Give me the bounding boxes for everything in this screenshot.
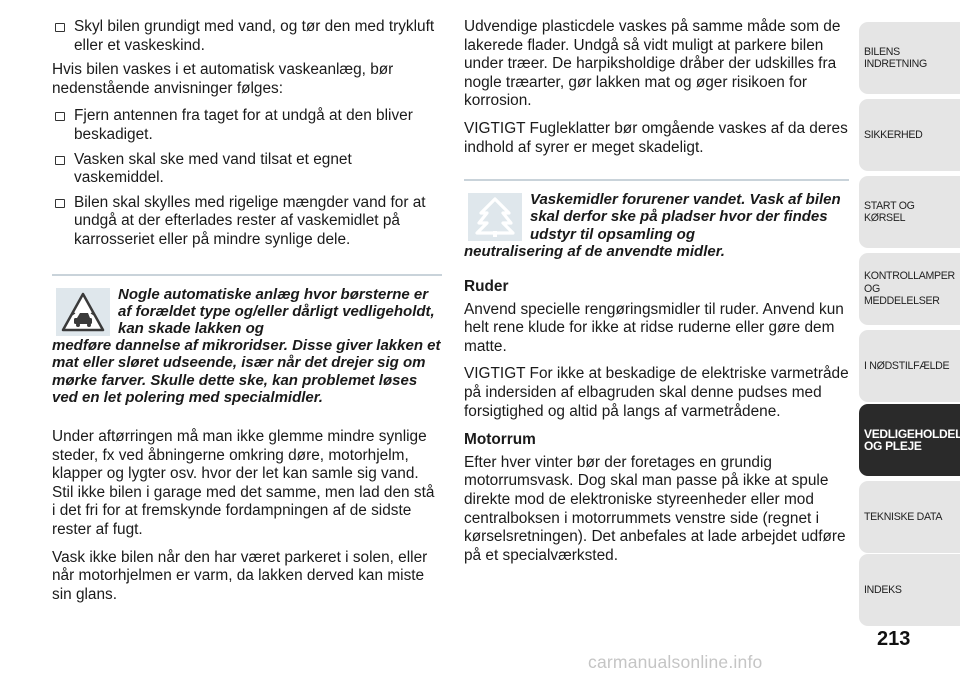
bullet-text: Bilen skal skylles med rigelige mængder vand for at undgå at der efterlades rester af vaskemidlet på karrosseriet eller på mindre synlige dele. <box>74 193 426 248</box>
checkbox-bullet-icon <box>55 112 65 121</box>
tree-environment-icon <box>468 193 522 241</box>
bullet-item <box>52 18 442 55</box>
tab-label: SIKKERHED <box>864 128 923 141</box>
bullet-text: Skyl bilen grundigt med vand, og tør den med trykluft eller et vaskeskind. <box>74 18 435 54</box>
bullet-item <box>52 107 442 144</box>
page-number: 213 <box>877 628 911 650</box>
paragraph: VIGTIGT For ikke at beskadige de elektriske varmetråde på indersiden af elbagruden skal denne pudses med forsigtighed og altid på langs af varmetrådene. <box>464 365 849 420</box>
bullet-text: Fjern antennen fra taget for at undgå at den bliver beskadiget. <box>74 107 413 143</box>
car-wash-warning-icon <box>56 288 110 336</box>
warning-box <box>52 274 442 406</box>
environment-text-indented: Vaskemidler forurener vandet. Vask af bilen skal derfor ske på pladser hvor der findes udstyr til opsamling og <box>530 191 841 243</box>
paragraph: VIGTIGT Fugleklatter bør omgående vaskes af da deres indhold af syrer er meget skadeligt. <box>464 119 848 156</box>
tab-bilens-indretning[interactable] <box>859 22 960 94</box>
warning-text-indented: Nogle automatiske anlæg hvor børsterne er af forældet type og/eller dårligt vedligeholdt, kan skade lakken og <box>118 285 435 337</box>
right-column <box>464 18 849 574</box>
tab-label: START OG KØRSEL <box>864 199 915 224</box>
section-heading-motorrum: Motorrum <box>464 431 536 449</box>
environment-note-box <box>464 179 849 260</box>
watermark: carmanualsonline.info <box>588 652 763 672</box>
paragraph: Efter hver vinter bør der foretages en grundig motorrumsvask. Dog skal man passe på ikke at spule direkte mod de elektroniske styreenheder eller mod centralboksen i motorrummets venstre side (regnet i kørselsretningen). Det anbefales at lade arbejdet udføre på et specialværksted. <box>464 453 846 564</box>
tab-i-nodstilfaelde[interactable] <box>859 330 960 402</box>
checkbox-bullet-icon <box>55 199 65 208</box>
checkbox-bullet-icon <box>55 156 65 165</box>
warning-text-continued: medføre dannelse af mikroridser. Disse giver lakken et mat eller sløret udseende, især når det drejer sig om mørke farver. Skulle dette ske, kan problemet løses ved en let polering med specialmidler. <box>52 337 441 406</box>
tab-label: BILENS INDRETNING <box>864 45 927 70</box>
bullet-item <box>52 194 442 250</box>
tab-start-og-korsel[interactable] <box>859 176 960 248</box>
paragraph: Hvis bilen vaskes i et automatisk vaskeanlæg, bør nedenstående anvisninger følges: <box>52 61 394 97</box>
tab-sikkerhed[interactable] <box>859 99 960 171</box>
tab-kontrollamper[interactable] <box>859 253 960 325</box>
paragraph: Anvend specielle rengøringsmidler til ruder. Anvend kun helt rene klude for ikke at ridse ruderne eller gøre dem matte. <box>464 300 844 355</box>
tab-label: KONTROLLAMPER OG MEDDELELSER <box>864 270 955 308</box>
tab-label: I NØDSTILFÆLDE <box>864 359 950 372</box>
paragraph: Under aftørringen må man ikke glemme mindre synlige steder, fx ved åbningerne omkring døre, motorhjelm, klapper og lygter osv. hvor der let kan samle sig vand. Stil ikke bilen i garage med det samme, men lad den stå i det fri for at fremskynde fordampningen af de sidste rester af fugt. <box>52 427 435 538</box>
tab-label: INDEKS <box>864 583 902 596</box>
warning-text <box>52 286 442 406</box>
tab-indeks[interactable] <box>859 554 960 626</box>
paragraph: Vask ikke bilen når den har været parkeret i solen, eller når motorhjelmen er varm, da lakken derved kan miste sin glans. <box>52 548 428 603</box>
paragraph: Udvendige plasticdele vaskes på samme måde som de lakerede flader. Undgå så vidt muligt at parkere bilen under træer. De harpiksholdige dråber der udskilles fra nogle træarter, gør lakken mat og øger risikoen for korrosion. <box>464 18 841 110</box>
section-heading-ruder: Ruder <box>464 277 509 295</box>
environment-text-continued: neutralisering af de anvendte midler. <box>464 242 725 260</box>
left-column <box>52 18 442 613</box>
checkbox-bullet-icon <box>55 23 65 32</box>
tab-tekniske-data[interactable] <box>859 481 960 553</box>
bullet-item <box>52 151 442 188</box>
tab-label: TEKNISKE DATA <box>864 510 943 523</box>
tab-label: VEDLIGEHOLDELSE OG PLEJE <box>864 426 978 453</box>
tab-vedligeholdelse[interactable] <box>859 404 978 476</box>
chapter-tabs <box>859 0 978 678</box>
bullet-text: Vasken skal ske med vand tilsat et egnet vaskemiddel. <box>74 150 352 187</box>
